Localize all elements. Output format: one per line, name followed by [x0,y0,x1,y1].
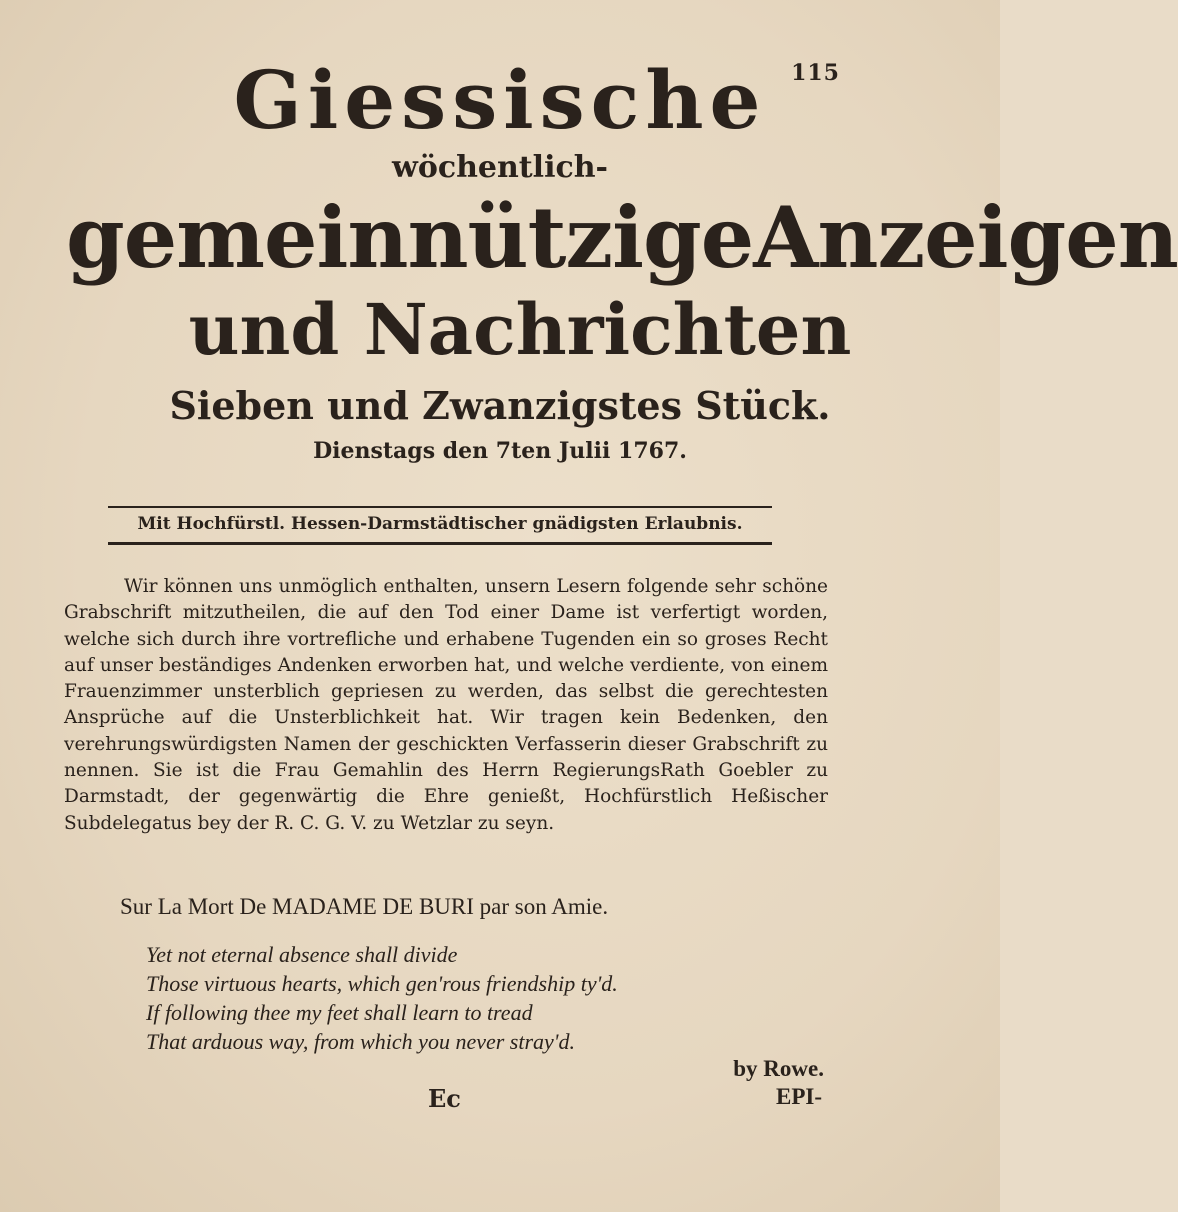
poem-line: If following thee my feet shall learn to tread [146,1000,533,1025]
catchword: EPI- [776,1084,822,1109]
masthead-title-line-4: und Nachrichten [188,288,852,371]
page-number: 115 [791,60,840,86]
issue-number: Sieben und Zwanzigstes Stück. [169,383,831,428]
poem [146,940,618,1056]
license-text: Mit Hochfürstl. Hessen-Darmstädtischer gnädigsten Erlaubnis. [137,514,743,534]
issue-date: Dienstags den 7ten Julii 1767. [313,438,687,464]
masthead-word-anzeigen: Anzeigen [753,188,1178,287]
article-body: Wir können uns unmöglich enthalten, unsern Lesern folgende sehr schöne Grabschrift mitzutheilen, die auf den Tod einer Dame ist verfertigt worden, welche sich durch ihre vortrefliche und erhabene Tugenden ein so groses Recht auf unser beständiges Andenken erworben hat, und welche verdiente, von einem Frauenzimmer unsterblich gepriesen zu werden, das selbst die gerechtesten Ansprüche auf die Unsterblichkeit hat. Wir tragen kein Bedenken, den verehrungswürdigsten Namen der geschickten Verfasserin dieser Grabschrift zu nennen. Sie ist die Frau Gemahlin des Herrn RegierungsRath Goebler zu Darmstadt, der gegenwärtig die Ehre genießt, Hochfürstlich Heßischer Subdelegatus bey der R. C. G. V. zu Wetzlar zu seyn. [64,576,828,834]
masthead-title-line-2: wöchentlich- [392,150,608,185]
poem-line: That arduous way, from which you never stray'd. [146,1029,575,1054]
license-box [108,506,772,545]
poem-attribution: by Rowe. [733,1056,824,1081]
poem-line: Yet not eternal absence shall divide [146,942,458,967]
masthead [0,52,1178,468]
masthead-word-gemeinnuetzige: gemeinnützige [66,188,754,287]
poem-title: Sur La Mort De MADAME DE BURI par son Amie. [120,894,609,919]
poem-line: Those virtuous hearts, which gen'rous friendship ty'd. [146,971,618,996]
masthead-title-line-1: Giessische [233,53,767,147]
masthead-title-line-3 [0,188,1178,288]
signature-mark: Ec [428,1084,461,1113]
